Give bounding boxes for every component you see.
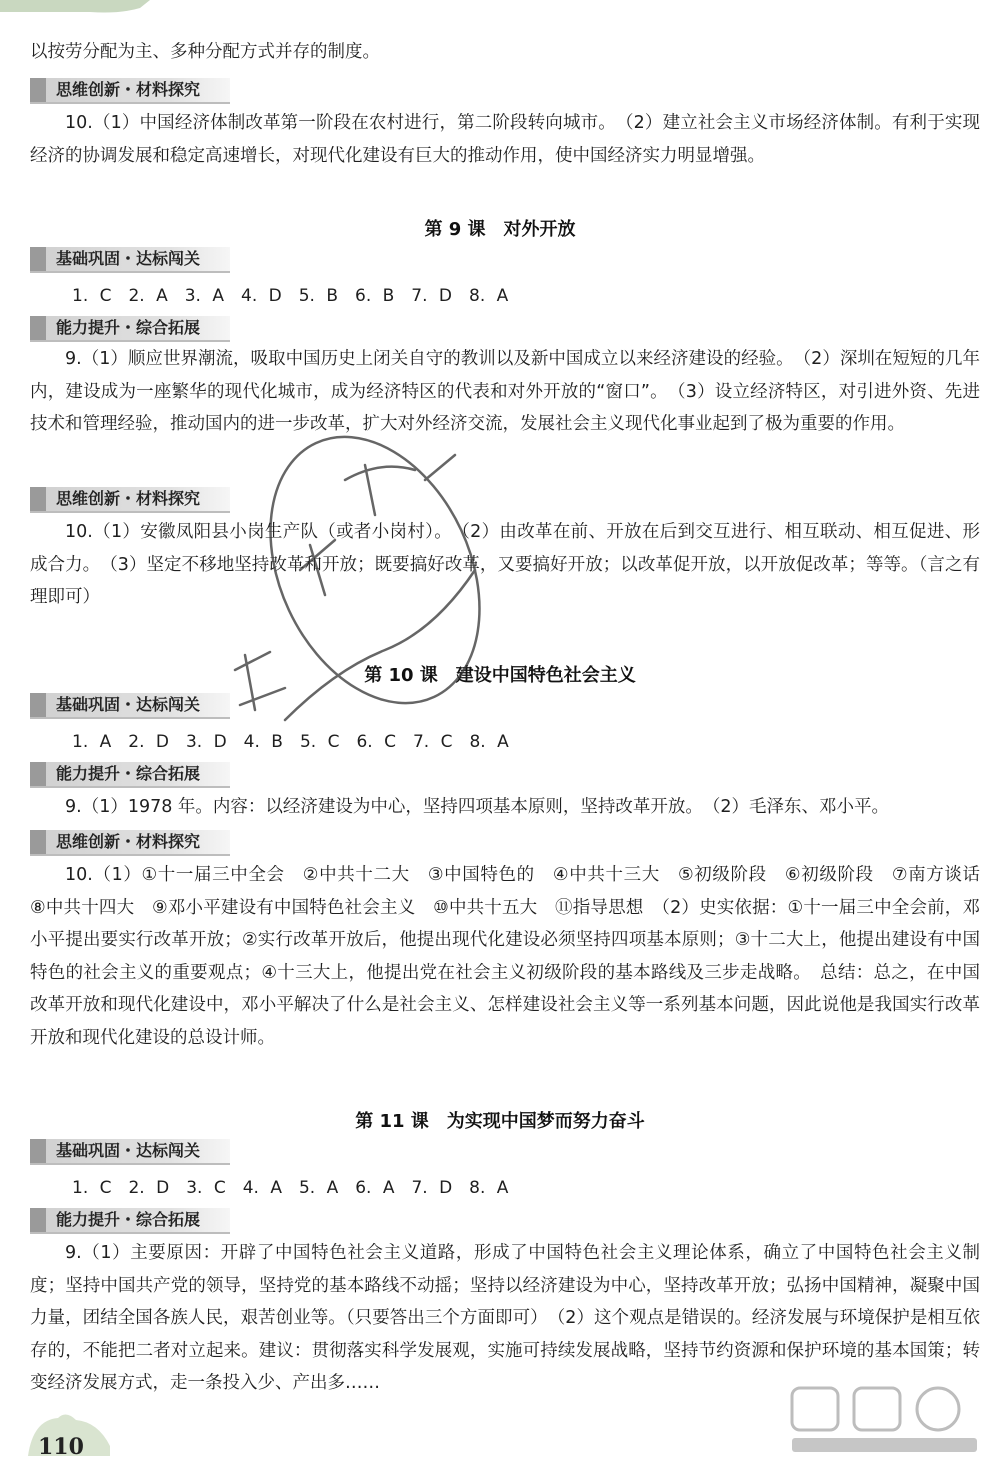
answer-paragraph: 10.（1）中国经济体制改革第一阶段在农村进行，第二阶段转向城市。 （2）建立社会主义市场经济体制。有利于实现经济的协调发展和稳定高速增长，对现代化建设有巨大的推动作用，使中国经济实力明显增强。: [30, 113, 980, 166]
page-number: 110: [38, 1434, 84, 1460]
answer-paragraph: 9.（1）主要原因：开辟了中国特色社会主义道路，形成了中国特色社会主义理论体系，确立了中国特色社会主义制度；坚持中国共产党的领导，坚持党的基本路线不动摇；坚持以经济建设为中心，坚持改革开放；弘扬中国精神，凝聚中国力量，团结全国各族人民，艰苦创业等。（只要答出三个方面即可） （2）这个观点是错误的。经济发展与环境保护是相互依存的，不能把二者对立起来。建议：贯彻落实科学发展观，实施可持续发展战略，坚持节约资源和保护环境的基本国策；转变经济发展方式，走一条投入少、产出多……: [30, 1243, 980, 1393]
header-mark-icon: [30, 693, 46, 717]
header-mark-icon: [30, 1139, 46, 1163]
section-header: 思维创新・材料探究: [30, 78, 230, 104]
choice-answers: 1. A 2. D 3. D 4. B 5. C 6. C 7. C 8. A: [72, 732, 509, 752]
intro-line: 以按劳分配为主、多种分配方式并存的制度。: [30, 42, 380, 62]
choice-answers: 1. C 2. A 3. A 4. D 5. B 6. B 7. D 8. A: [72, 286, 509, 306]
answer-paragraph: 10.（1）①十一届三中全会 ②中共十二大 ③中国特色的 ④中共十三大 ⑤初级阶段 ⑥初级阶段 ⑦南方谈话 ⑧中共十四大 ⑨邓小平建设有中国特色社会主义 ⑩中共十五大 ⑪指导思想 （2）史实依据：①十一届三中全会前，邓小平提出要实行改革开放；②实行改革开放后，他提出现代化建设必须坚持四项基本原则；③十二大上，他提出建设有中国特色的社会主义的重要观点；④十三大上，他提出党在社会主义初级阶段的基本路线及三步走战略。 总结：总之，在中国改革开放和现代化建设中，邓小平解决了什么是社会主义、怎样建设社会主义等一系列基本问题，因此说他是我国实行改革开放和现代化建设的总设计师。: [30, 865, 998, 1048]
header-mark-icon: [30, 487, 46, 511]
header-mark-icon: [30, 1208, 46, 1232]
header-mark-icon: [30, 247, 46, 271]
section-header: 基础巩固・达标闯关: [30, 1139, 230, 1165]
section-header: 思维创新・材料探究: [30, 487, 230, 513]
header-mark-icon: [30, 762, 46, 786]
lesson-title: 第 11 课 为实现中国梦而努力奋斗: [355, 1111, 645, 1132]
section-header: 能力提升・综合拓展: [30, 1208, 230, 1234]
section-header: 基础巩固・达标闯关: [30, 247, 230, 273]
header-mark-icon: [30, 830, 46, 854]
section-header: 基础巩固・达标闯关: [30, 693, 230, 719]
section-header: 思维创新・材料探究: [30, 830, 230, 856]
choice-answers: 1. C 2. D 3. C 4. A 5. A 6. A 7. D 8. A: [72, 1178, 509, 1198]
section-header: 能力提升・综合拓展: [30, 316, 230, 342]
lesson-title: 第 9 课 对外开放: [424, 219, 576, 240]
top-decoration-icon: [0, 0, 150, 14]
answer-paragraph: 10.（1）安徽凤阳县小岗生产队（或者小岗村）。 （2）由改革在前、开放在后到交互进行、相互联动、相互促进、形成合力。 （3）坚定不移地坚持改革和开放；既要搞好改革，又要搞好开放；以改革促开放，以开放促改革；等等。（言之有理即可）: [30, 522, 980, 607]
lesson-title: 第 10 课 建设中国特色社会主义: [364, 665, 636, 686]
header-mark-icon: [30, 78, 46, 102]
header-mark-icon: [30, 316, 46, 340]
answer-paragraph: 9.（1）1978 年。内容：以经济建设为中心，坚持四项基本原则，坚持改革开放。 （2）毛泽东、邓小平。: [65, 797, 890, 817]
section-header: 能力提升・综合拓展: [30, 762, 230, 788]
answer-paragraph: 9.（1）顺应世界潮流，吸取中国历史上闭关自守的教训以及新中国成立以来经济建设的经验。 （2）深圳在短短的几年内，建设成为一座繁华的现代化城市，成为经济特区的代表和对外开放的“窗口”。 （3）设立经济特区，对引进外资、先进技术和管理经验，推动国内的进一步改革，扩大对外经济交流，发展社会主义现代化事业起到了极为重要的作用。: [30, 349, 980, 434]
